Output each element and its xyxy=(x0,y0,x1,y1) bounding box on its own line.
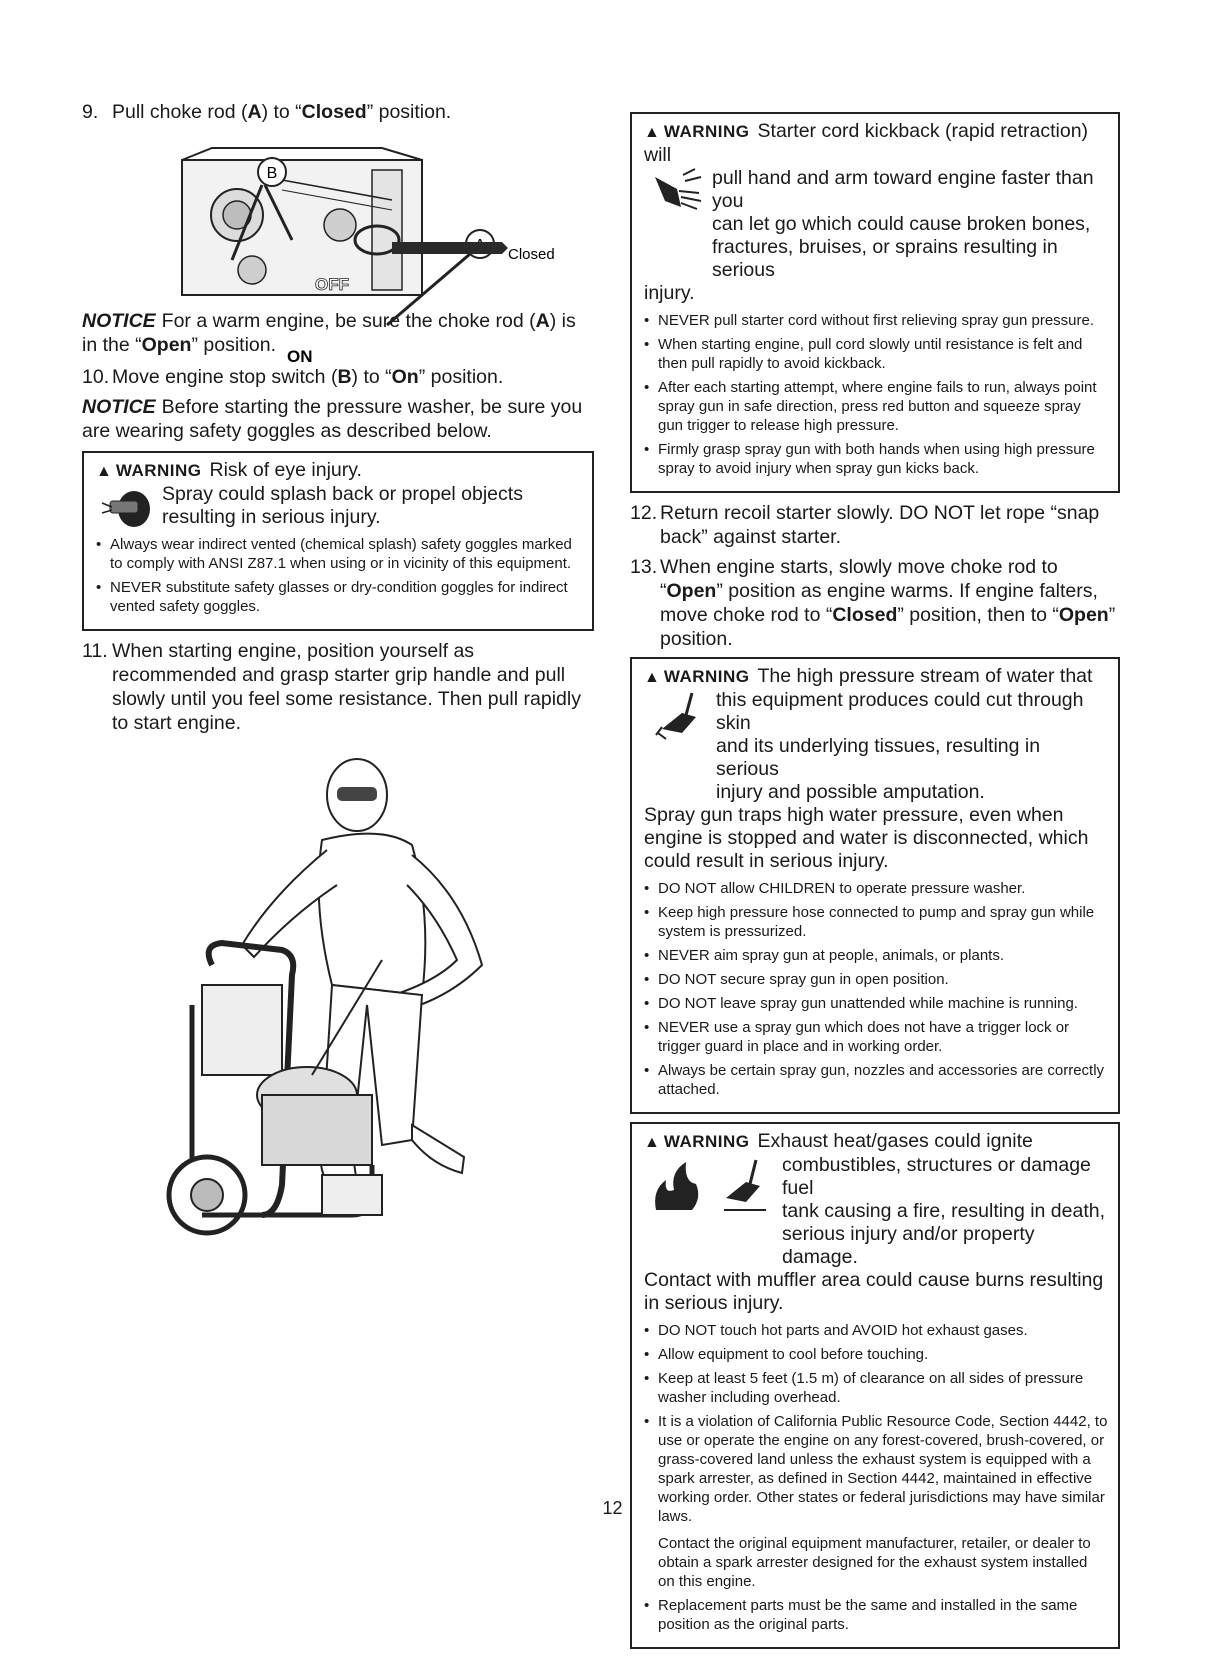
list-item: • Always wear indirect vented (chemical splash) safety goggles marked to comply with ANSI Z87.1 when using or in vicinity of this equipment. xyxy=(96,535,582,573)
list-item: • Replacement parts must be the same and installed in the same position as the original parts. xyxy=(644,1596,1108,1634)
goggles-icon xyxy=(96,483,162,529)
step-9: 9. Pull choke rod (A) to “Closed” position. xyxy=(82,101,452,123)
warning-triangle-icon: ▲ xyxy=(96,463,112,480)
stream-warning-list xyxy=(644,879,1108,1099)
label-b: B xyxy=(266,165,278,182)
list-item: • NEVER pull starter cord without first relieving spray gun pressure. xyxy=(644,311,1108,330)
list-item: • Always be certain spray gun, nozzles and accessories are correctly attached. xyxy=(644,1061,1108,1099)
operator-starting-engine-figure xyxy=(82,745,594,1255)
label-on: ON xyxy=(287,347,313,366)
operator-pulling-starter-illustration xyxy=(82,745,594,1255)
list-item: • Firmly grasp spray gun with both hands when using high pressure spray to avoid injury when spray gun kicks back. xyxy=(644,440,1108,478)
list-item: • NEVER use a spray gun which does not have a trigger lock or trigger guard in place and in working order. xyxy=(644,1018,1108,1056)
exhaust-warning-list xyxy=(644,1321,1108,1634)
list-item: • When starting engine, pull cord slowly until resistance is felt and then pull rapidly to avoid kickback. xyxy=(644,335,1108,373)
notice-warm-engine: NOTICE For a warm engine, be sure the choke rod (A) is in the “Open” position. xyxy=(82,310,576,356)
page-number: 12 xyxy=(602,1498,623,1518)
fire-and-burn-icons xyxy=(644,1154,782,1214)
warning-exhaust-heat: ▲ WARNING Exhaust heat/gases could ignite combustibles, structures or damage fuel tank causing a fire, resulting in death, serious injury and/or property damage. Contact with muffler area could cause burns resulting in serious injury. • DO NOT touch hot parts and AVOID hot exhaust gases. • Allow equipment to cool before touching. • Keep at least 5 feet (1.5 m) of clearance on all sides of pressure washer including overhead. • It is a violation of California Public Resource Code, Section 4442, to use or operate the engine on any forest-covered, brush-covered, or grass-covered land unless the exhaust system is equipped with a spark arrester, as defined in Section 4442, maintained in effective working order. Other states or federal jurisdictions may have similar laws. Contact the original equipment manufacturer, retailer, or dealer to obtain a spark arrester designed for the exhaust system installed on this engine. • Replacement parts must be the same and installed in the same position as the original parts. xyxy=(630,1122,1120,1649)
list-item: • Keep at least 5 feet (1.5 m) of clearance on all sides of pressure washer including overhead. xyxy=(644,1369,1108,1407)
right-column xyxy=(630,100,1120,1657)
label-off: OFF xyxy=(315,275,349,294)
warning-eye-injury: ▲ WARNING Risk of eye injury. Spray could splash back or propel objects resulting in serious injury. • Always wear indirect vented (chemical splash) safety goggles marked to comply with ANSI Z87.1 when using or in vicinity of this equipment. • NEVER substitute safety glasses or dry-condition goggles for indirect vented safety goggles. xyxy=(82,451,594,631)
left-column xyxy=(82,100,594,1255)
list-item: • DO NOT allow CHILDREN to operate pressure washer. xyxy=(644,879,1108,898)
kickback-warning-list xyxy=(644,311,1108,478)
list-item: • DO NOT secure spray gun in open position. xyxy=(644,970,1108,989)
step-10: 10. Move engine stop switch (B) to “On” position. xyxy=(82,366,504,388)
list-item: • NEVER aim spray gun at people, animals, or plants. xyxy=(644,946,1108,965)
spray-injection-hand-icon xyxy=(644,689,716,749)
eye-warning-list xyxy=(96,535,582,616)
warning-starter-kickback: ▲ WARNING Starter cord kickback (rapid retraction) will pull hand and arm toward engine faster than you can let go which could cause broken bones, fractures, bruises, or sprains resulting in serious injury. • NEVER pull starter cord without first relieving spray gun pressure. • When starting engine, pull cord slowly until resistance is felt and then pull rapidly to avoid kickback. • After each starting attempt, where engine fails to run, always point spray gun in safe direction, press red button and squeeze spray gun trigger to release high pressure. • Firmly grasp spray gun with both hands when using high pressure spray to avoid injury when spray gun kicks back. xyxy=(630,112,1120,493)
list-item: • It is a violation of California Public Resource Code, Section 4442, to use or operate the engine on any forest-covered, brush-covered, or grass-covered land unless the exhaust system is equipped with a spark arrester, as defined in Section 4442, maintained in effective working order. Other states or federal jurisdictions may have similar laws. Contact the original equipment manufacturer, retailer, or dealer to obtain a spark arrester designed for the exhaust system installed on this engine. xyxy=(644,1412,1108,1591)
kickback-hand-icon xyxy=(644,167,712,227)
label-closed: Closed xyxy=(508,246,555,263)
list-item: • Keep high pressure hose connected to pump and spray gun while system is pressurized. xyxy=(644,903,1108,941)
step-11: 11. When starting engine, position yourself as recommended and grasp starter grip handle and pull slowly until you feel some resistance. Then pull rapidly to start engine. xyxy=(82,640,581,734)
list-item: • DO NOT leave spray gun unattended while machine is running. xyxy=(644,994,1108,1013)
warning-triangle-icon: ▲ xyxy=(644,669,660,686)
warning-high-pressure-stream: ▲ WARNING The high pressure stream of water that this equipment produces could cut through skin and its underlying tissues, resulting in serious injury and possible amputation. Spray gun traps high water pressure, even when engine is stopped and water is disconnected, which could result in serious injury. • DO NOT allow CHILDREN to operate pressure washer. • Keep high pressure hose connected to pump and spray gun while system is pressurized. • NEVER aim spray gun at people, animals, or plants. • DO NOT secure spray gun in open position. • DO NOT leave spray gun unattended while machine is running. • NEVER use a spray gun which does not have a trigger lock or trigger guard in place and in working order. • Always be certain spray gun, nozzles and accessories are correctly attached. xyxy=(630,657,1120,1114)
step-12: 12. Return recoil starter slowly. DO NOT let rope “snap back” against starter. xyxy=(630,502,1100,548)
step-13: 13. When engine starts, slowly move choke rod to “Open” position as engine warms. If engine falters, move choke rod to “Closed” position, then to “Open” position. xyxy=(630,556,1116,650)
notice-safety-goggles: NOTICE Before starting the pressure washer, be sure you are wearing safety goggles as described below. xyxy=(82,396,583,442)
list-item: • After each starting attempt, where engine fails to run, always point spray gun in safe direction, press red button and squeeze spray gun trigger to release high pressure. xyxy=(644,378,1108,435)
warning-triangle-icon: ▲ xyxy=(644,1134,660,1151)
list-item: • DO NOT touch hot parts and AVOID hot exhaust gases. xyxy=(644,1321,1108,1340)
list-item: • Allow equipment to cool before touching. xyxy=(644,1345,1108,1364)
list-item: • NEVER substitute safety glasses or dry-condition goggles for indirect vented safety goggles. xyxy=(96,578,582,616)
warning-triangle-icon: ▲ xyxy=(644,124,660,141)
